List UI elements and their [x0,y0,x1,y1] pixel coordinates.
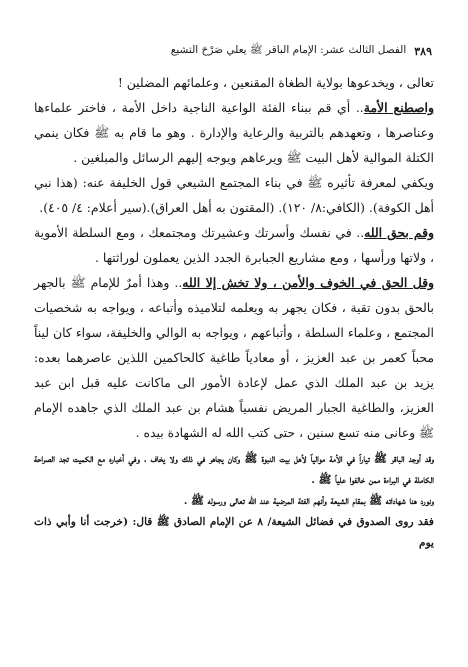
paragraph-lead: وقم بحق الله [364,225,434,240]
page-number: ٣٨٩ [414,44,432,58]
paragraph [34,270,434,445]
paragraph-text: ويكفي لمعرفة تأثيره ﷺ في بناء المجتمع الشيعي قول الخليفة عنه: (هذا نبي أهل الكوفة). (الكافي:٨/ ١٢٠). (المقتون به أهل العراق).(سير أعلام: ٤/ ٤٠٥). [34,175,434,215]
page-header [36,42,432,60]
page-body [34,70,434,554]
paragraph [34,95,434,170]
footnote: فقد روى الصدوق في فضائل الشيعة/ ٨ عن الإمام الصادق ﷺ قال: (خرجت أنا وأبي ذات يوم [34,516,434,549]
paragraph-lead: واصطنع الأمة [363,100,434,115]
paragraph [34,220,434,270]
paragraph-text: .. أي قم ببناء الفئة الواعية الناجية داخل الأمة ، فاختر علماءها وعناصرها ، وتعهدهم بالتربية والرعاية والإدارة . وهو ما قام به ﷺ فكان ينمي الكتلة الموالية لأهل البيت ﷺ ويرعاهم ويوجه إليهم الرسائل والمبلغين . [34,100,434,165]
footnote: ونورد هنا شهاداته ﷺ بمقام الشيعة وأنهم الفئة المرضية عند الله تعالى ورسوله ﷺ . [183,495,434,507]
paragraph [34,170,434,220]
paragraph-text: .. في نفسك وأسرتك وعشيرتك ومجتمعك ، ومع السلطة الأموية ، ولاتها ورأسها ، ومع مشاريع الجبابرة الجدد الذين يعملون لوراثتها . [34,225,434,265]
paragraph [34,70,434,95]
footnote: وقد أوجد الباقر ﷺ تياراً في الأمة موالياً لأهل بيت النبوة ﷺ وكان يجاهر في ذلك ولا يخاف ، وفي أخباره مع الكميت تجد الصراحة الكاملة في البراءة ممن خالفوا علياً ﷺ . [34,453,434,486]
paragraph-text: تعالى ، ويخدعوها بولاية الطغاة المقنعين ، وعلمائهم المضلين ! [117,75,434,90]
paragraph-lead: وقل الحق في الخوف والأمن ، ولا تخش إلا الله [182,275,434,290]
paragraph-text: .. وهذا أمرٌ للإمام ﷺ بالجهر بالحق بدون تقية ، فكان يجهر به ويعلمه لتلاميذه وأتباعه ، ويواجه به شخصيات المجتمع ، وعلماء السلطة ، وأتباعهم ، ويواجه به الوالي والخليفة، سواء كان ليناً محباً كعمر بن عبد العزيز ، أو معادياً طاغية كالحاكمين اللذين عاصرهما بعده: يزيد بن عبد الملك الذي عمل لإعادة الأمور الى ماكانت عليه قبل ابن عبد العزيز، والطاغية الجبار المريض نفسياً هشام بن عبد الملك الذي جاهده الإمام ﷺ وعانى منه تسع سنين ، حتى كتب الله له الشهادة بيده . [34,275,434,440]
running-title: الفصل الثالث عشر: الإمام الباقر ﷺ يعلي صَرْحَ التشيع [170,43,407,56]
